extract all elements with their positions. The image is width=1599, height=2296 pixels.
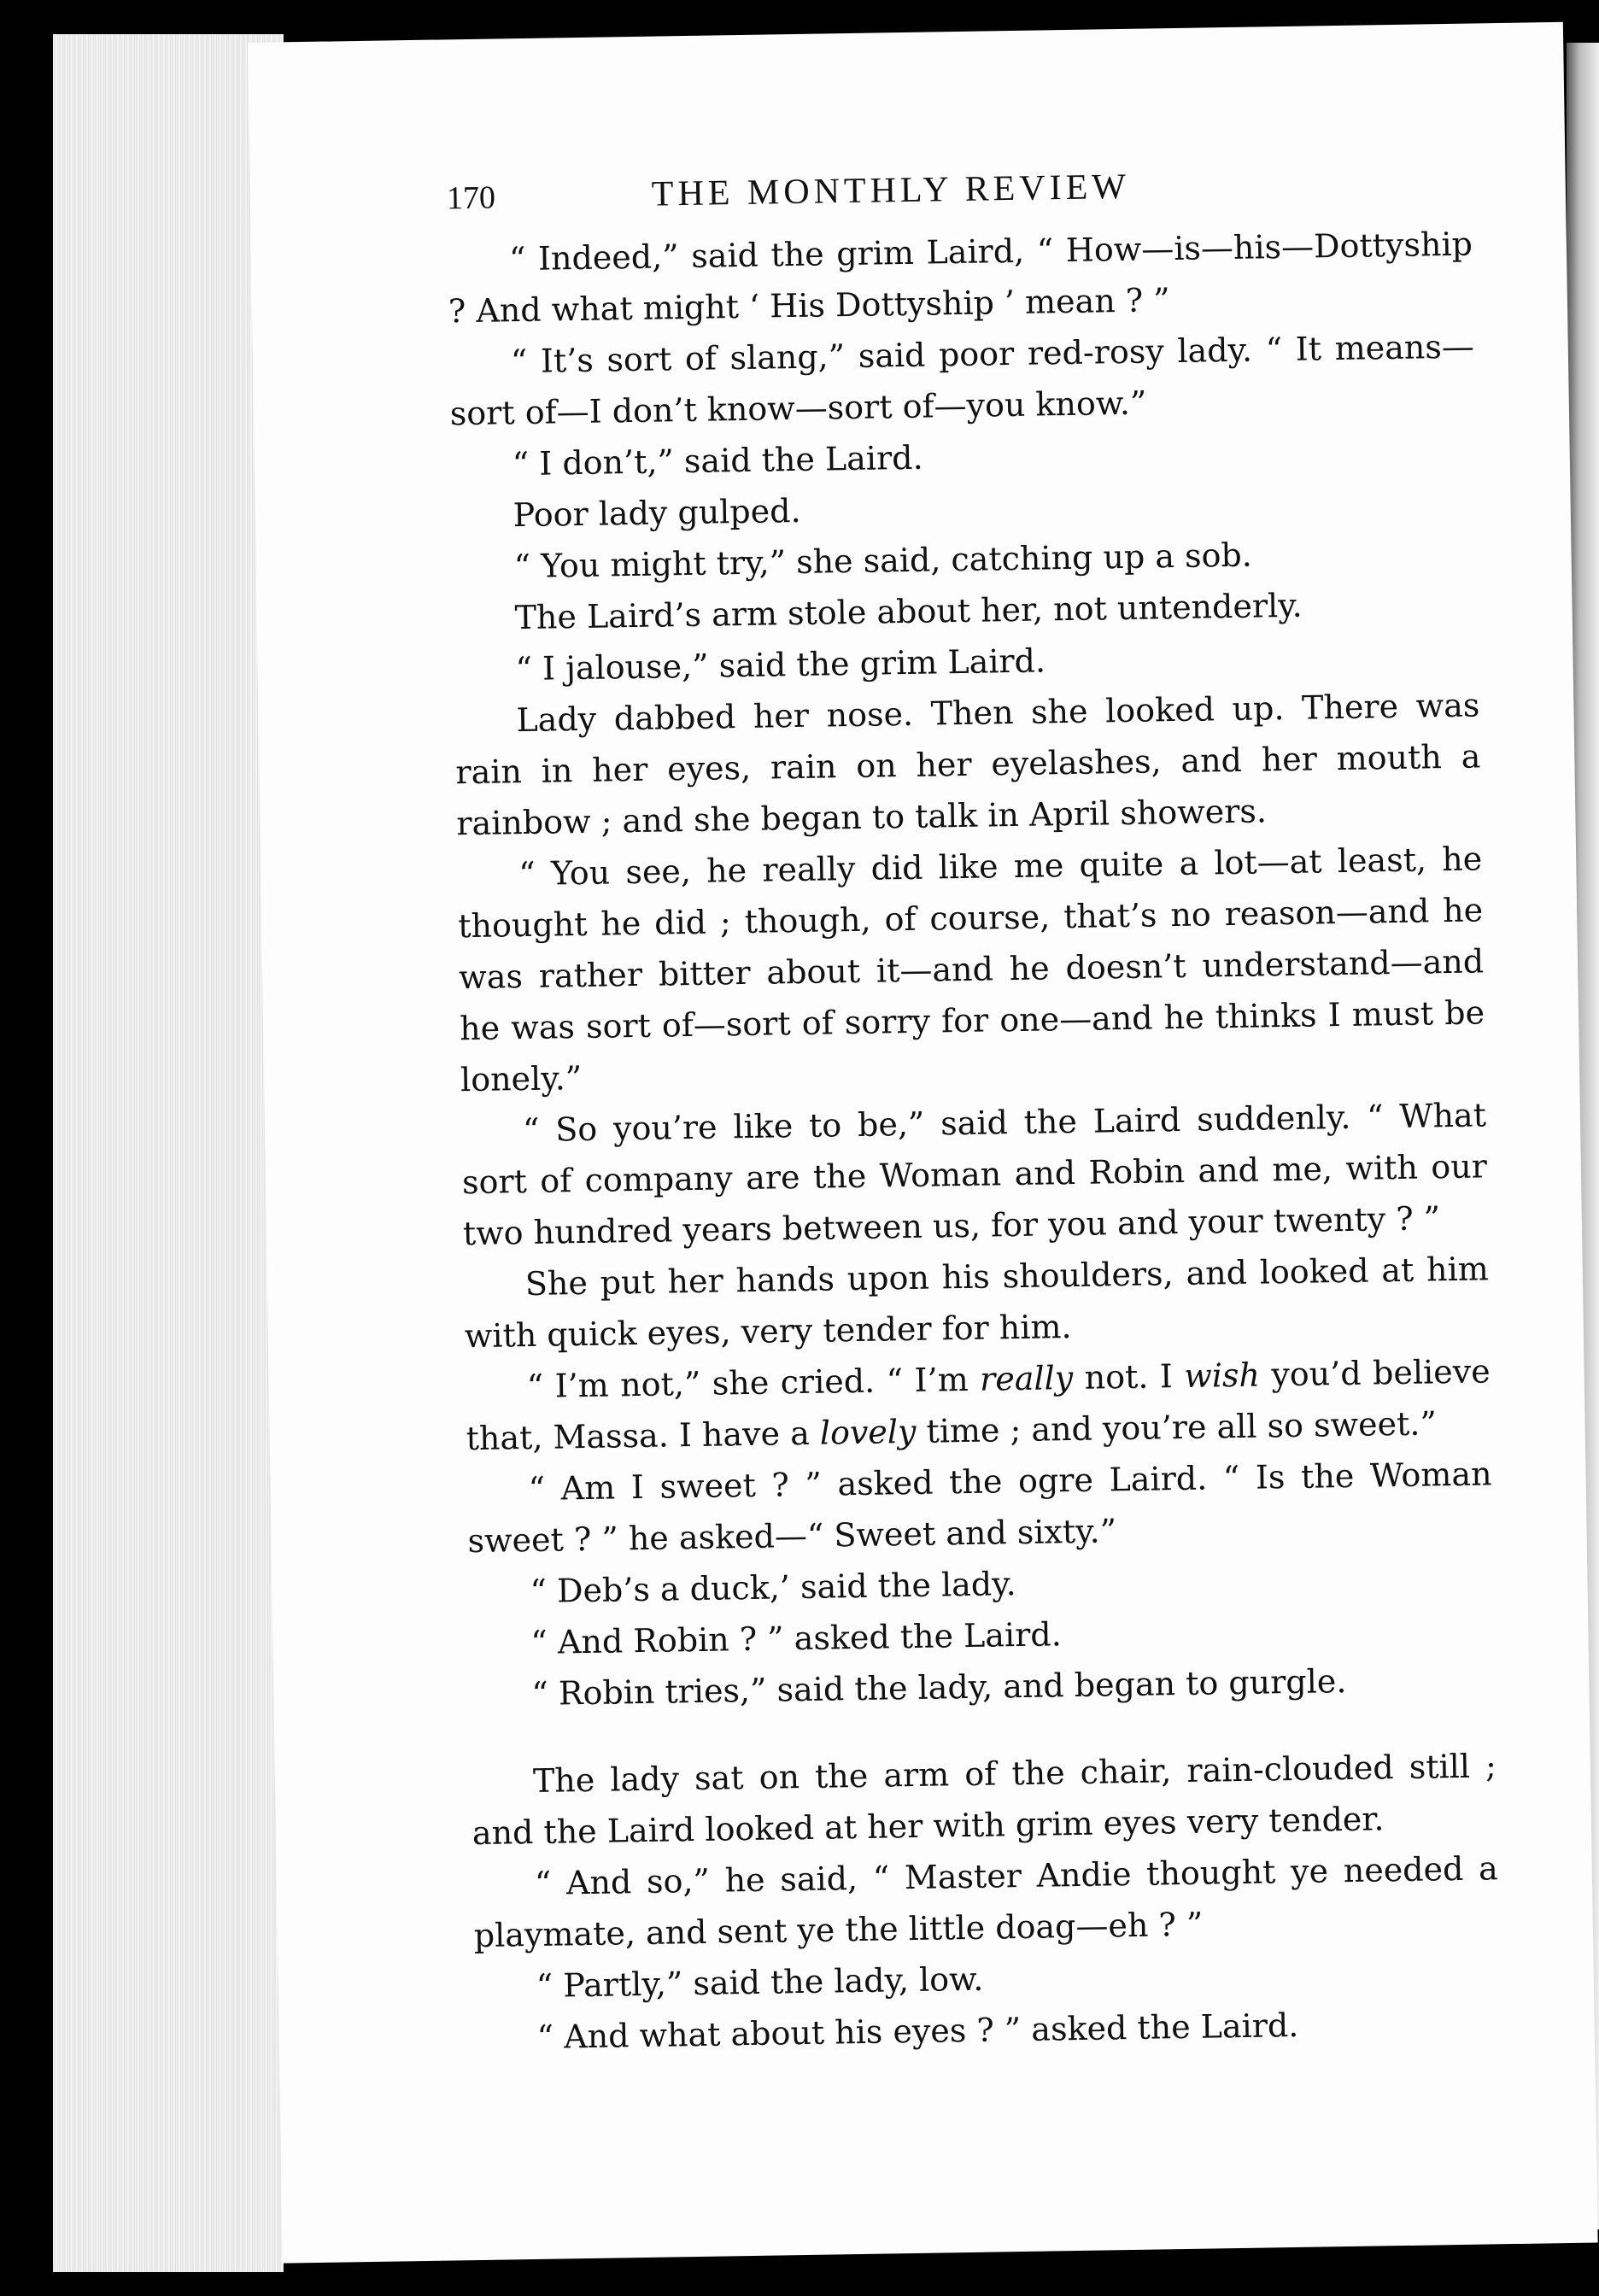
paragraph: “ Indeed,” said the grim Laird, “ How—is—his—Dottyship ? And what might ‘ His Dottyship ’ mean ? ” (448, 225, 1473, 331)
paragraph: The Laird’s arm stole about her, not untenderly. (514, 586, 1303, 637)
text-run: time ; and you’re all so sweet.” (916, 1404, 1438, 1450)
paragraph: “ So you’re like to be,” said the Laird suddenly. “ What sort of company are the Woman and Robin and me, with our two hundred years between us, for you and your twenty ? ” (461, 1096, 1488, 1253)
paragraph: “ Robin tries,” said the lady, and began to gurgle. (531, 1662, 1347, 1713)
paragraph: “ And Robin ? ” asked the Laird. (530, 1615, 1063, 1662)
emphasis-lovely: lovely (819, 1412, 917, 1452)
paragraph: Lady dabbed her nose. Then she looked up. There was rain in her eyes, rain on her eyelashes, and her mouth a rainbow ; and she began to talk in April showers. (455, 686, 1481, 843)
paragraph: “ And so,” he said, “ Master Andie thought ye needed a playmate, and sent ye the little doag—eh ? ” (473, 1849, 1499, 1955)
paragraph-emphasis (465, 1345, 1491, 1464)
paragraph: “ Partly,” said the lady, low. (536, 1959, 984, 2005)
journal-title: THE MONTHLY REVIEW (651, 167, 1131, 214)
running-head (446, 156, 1472, 225)
paragraph: “ You might try,” she said, catching up a sob. (513, 536, 1253, 586)
book-page (248, 22, 1598, 2264)
paragraph: “ You see, he really did like me quite a lot—at least, he thought he did ; though, of course, that’s no reason—and he was rather bitter about it—and he doesn’t understand—and he was sort of—sort of sorry for one—and he thinks I must be lonely.” (457, 840, 1485, 1099)
paragraph: “ Deb’s a duck,’ said the lady. (530, 1565, 1016, 1611)
text-block (446, 156, 1501, 2065)
text-run: you’d believe that, Massa. I have a (466, 1352, 1491, 1458)
paragraph: “ And what about his eyes ? ” asked the Laird. (536, 2006, 1299, 2056)
paragraph: She put her hands upon his shoulders, and looked at him with quick eyes, very tender for him. (464, 1250, 1490, 1356)
text-run: not. I (1072, 1356, 1185, 1397)
paragraph: “ Am I sweet ? ” asked the ogre Laird. “ Is the Woman sweet ? ” he asked—“ Sweet and sixty.” (467, 1455, 1492, 1561)
paragraph: “ I don’t,” said the Laird. (512, 438, 923, 483)
paragraph: “ I jalouse,” said the grim Laird. (515, 641, 1046, 688)
paragraph: “ It’s sort of slang,” said poor red-rosy lady. “ It means—sort of—I don’t know—sort of—you know.” (449, 327, 1475, 433)
paragraph: The lady sat on the arm of the chair, rain-clouded still ; and the Laird looked at her with grim eyes very tender. (472, 1747, 1497, 1853)
paragraph: Poor lady gulped. (512, 491, 801, 535)
page-edges (53, 34, 284, 2272)
text-run: “ I’m not,” she cried. “ I’m (526, 1360, 981, 1406)
page-number: 170 (446, 179, 496, 217)
emphasis-really: really (979, 1359, 1074, 1398)
emphasis-wish: wish (1183, 1356, 1261, 1395)
